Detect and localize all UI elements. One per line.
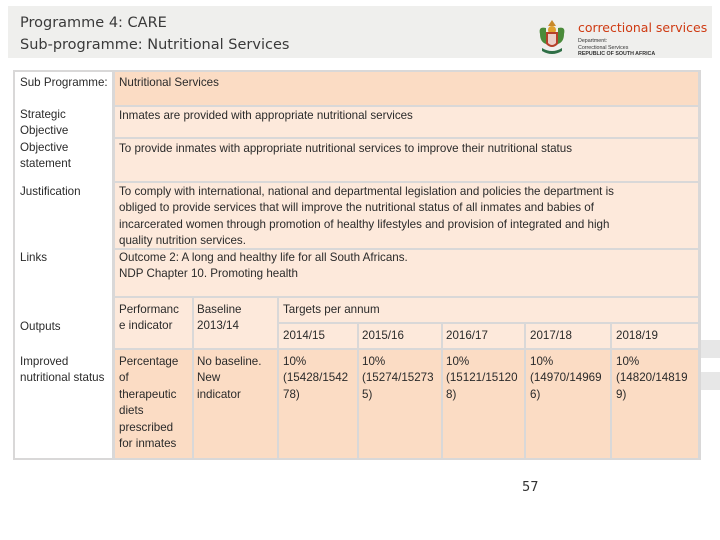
target-line: 5) [362, 388, 373, 401]
target-line: 10% [362, 355, 386, 368]
value-links-line: NDP Chapter 10. Promoting health [119, 267, 298, 280]
target-line: 10% [446, 355, 470, 368]
value-justification-line: incarcerated women through promotion of healthy lifestyles and provision of integrated and high [119, 218, 610, 231]
dept-line: REPUBLIC OF SOUTH AFRICA [578, 51, 656, 57]
target-line: 10% [283, 355, 307, 368]
target-line: (15274/15273 [362, 371, 434, 384]
indicator-line: Percentage [119, 355, 179, 368]
value-justification-line: obliged to provide services that will improve the nutritional status of all inmates and babies of [119, 201, 594, 214]
target-line: 8) [446, 388, 457, 401]
department-text [578, 38, 655, 58]
header-year: 2015/16 [362, 329, 404, 342]
label-links: Links [20, 251, 48, 264]
side-decoration [700, 340, 720, 358]
indicator-line: of [119, 371, 129, 384]
header-baseline: Baseline [197, 303, 242, 316]
subprogramme-title: Sub-programme: Nutritional Services [20, 37, 290, 53]
header-year: 2016/17 [446, 329, 488, 342]
target-line: (15428/1542 [283, 371, 349, 384]
indicator-line: for inmates [119, 437, 177, 450]
indicator-line: therapeutic [119, 388, 177, 401]
label-subprogramme: Sub Programme: [20, 76, 108, 89]
target-line: 10% [530, 355, 554, 368]
value-links-line: Outcome 2: A long and healthy life for all South Africans. [119, 251, 408, 264]
indicator-line: prescribed [119, 421, 174, 434]
baseline-line: No baseline. [197, 355, 262, 368]
output-text: Improved [20, 355, 69, 368]
label-justification: Justification [20, 185, 81, 198]
header-year: 2017/18 [530, 329, 572, 342]
dept-line: Correctional Services [578, 44, 629, 51]
target-line: 10% [616, 355, 640, 368]
header-targets: Targets per annum [283, 303, 380, 316]
target-line: 78) [283, 388, 300, 401]
value-strategic-objective: Inmates are provided with appropriate nutritional services [119, 109, 413, 122]
programme-title: Programme 4: CARE [20, 15, 167, 31]
value-justification-line: To comply with international, national and departmental legislation and policies the department is [119, 185, 614, 198]
label-outputs: Outputs [20, 320, 61, 333]
dept-line: Department: [578, 38, 608, 44]
target-line: (14820/14819 [616, 371, 688, 384]
value-subprogramme: Nutritional Services [119, 76, 219, 89]
value-justification-line: quality nutrition services. [119, 234, 246, 247]
baseline-line: indicator [197, 388, 241, 401]
target-line: (14970/14969 [530, 371, 602, 384]
header-year: 2014/15 [283, 329, 325, 342]
target-line: 6) [530, 388, 541, 401]
side-decoration [700, 372, 720, 390]
output-text: nutritional status [20, 371, 105, 384]
header-baseline: 2013/14 [197, 319, 239, 332]
header-year: 2018/19 [616, 329, 658, 342]
header-performance-indicator: Performanc [119, 303, 179, 316]
baseline-line: New [197, 371, 221, 384]
header-band [8, 6, 712, 58]
coat-of-arms-icon [532, 18, 572, 58]
indicator-line: diets [119, 404, 144, 417]
target-line: 9) [616, 388, 627, 401]
brand-name: correctional services [578, 20, 708, 35]
label-objective-statement: Objective statement [20, 141, 71, 170]
value-objective-statement: To provide inmates with appropriate nutritional services to improve their nutritional status [119, 142, 573, 155]
target-line: (15121/15120 [446, 371, 518, 384]
page-number: 57 [522, 480, 539, 495]
header-performance-indicator: e indicator [119, 319, 173, 332]
label-strategic-objective: Strategic Objective [20, 108, 69, 137]
